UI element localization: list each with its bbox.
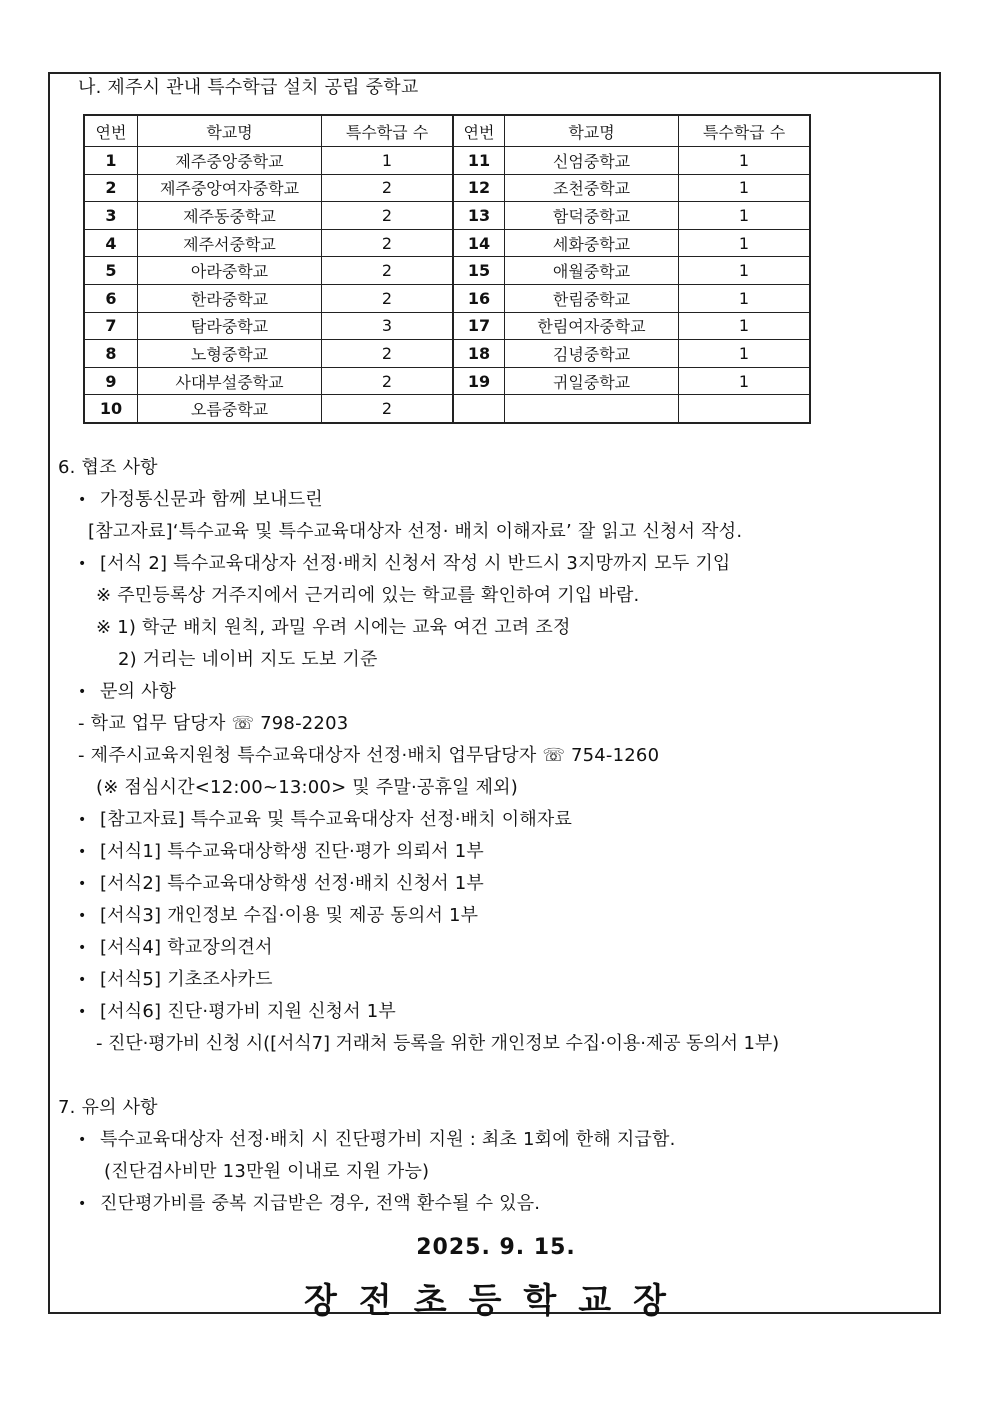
table-row (84, 257, 810, 285)
cell-count: 1 (322, 147, 454, 175)
signer-name: 장전초등학교장 (304, 1281, 688, 1321)
header-count-1: 특수학급 수 (322, 115, 454, 147)
cell-school: 함덕중학교 (505, 202, 679, 230)
cell-school: 노형중학교 (138, 340, 322, 368)
bullet-icon: • (78, 1196, 87, 1212)
cell-no: 5 (84, 257, 138, 285)
cell-school: 탐라중학교 (138, 312, 322, 340)
list-item: • [서식5] 기초조사카드 (78, 969, 273, 990)
cell-count: 1 (679, 367, 811, 395)
header-school-1: 학교명 (138, 115, 322, 147)
list-item-continued: [참고자료]‘특수교육 및 특수교육대상자 선정· 배치 이해자료’ 잘 읽고 신청서 작성. (88, 521, 743, 542)
cell-no: 1 (84, 147, 138, 175)
table-header-row (84, 115, 810, 147)
list-item: • 특수교육대상자 선정·배치 시 진단평가비 지원 : 최초 1회에 한해 지급함. (78, 1129, 676, 1150)
cell-count: 1 (679, 174, 811, 202)
table-row (84, 340, 810, 368)
cell-school: 사대부설중학교 (138, 367, 322, 395)
table-row (84, 395, 810, 423)
cell-no: 12 (453, 174, 505, 202)
cell-count: 1 (679, 284, 811, 312)
cell-count (679, 395, 811, 423)
table-row (84, 174, 810, 202)
cell-count: 2 (322, 174, 454, 202)
sub-item: - 진단·평가비 신청 시([서식7] 거래처 등록을 위한 개인정보 수집·이용·제공 동의서 1부) (96, 1033, 780, 1054)
bullet-icon: • (78, 812, 87, 828)
cell-no: 17 (453, 312, 505, 340)
header-no-2: 연번 (453, 115, 505, 147)
note-line: 2) 거리는 네이버 지도 도보 기준 (118, 649, 378, 670)
cell-no: 3 (84, 202, 138, 230)
cell-school: 귀일중학교 (505, 367, 679, 395)
cell-count: 1 (679, 340, 811, 368)
table-row (84, 284, 810, 312)
cell-no: 16 (453, 284, 505, 312)
cell-no: 6 (84, 284, 138, 312)
cell-no (453, 395, 505, 423)
cell-school: 한라중학교 (138, 284, 322, 312)
cell-no: 2 (84, 174, 138, 202)
cell-school: 제주중앙중학교 (138, 147, 322, 175)
list-item: • 가정통신문과 함께 보내드린 (78, 489, 323, 510)
cell-school (505, 395, 679, 423)
cell-count: 1 (679, 257, 811, 285)
cell-no: 9 (84, 367, 138, 395)
table-body (84, 147, 810, 423)
cell-count: 1 (679, 202, 811, 230)
cell-count: 2 (322, 284, 454, 312)
header-school-2: 학교명 (505, 115, 679, 147)
school-table (83, 114, 811, 424)
cell-school: 애월중학교 (505, 257, 679, 285)
table-row (84, 202, 810, 230)
bullet-icon: • (78, 684, 87, 700)
cell-no: 14 (453, 229, 505, 257)
list-item: • [서식6] 진단·평가비 지원 신청서 1부 (78, 1001, 397, 1022)
cell-school: 오름중학교 (138, 395, 322, 423)
note-line: (진단검사비만 13만원 이내로 지원 가능) (104, 1161, 430, 1182)
bullet-icon: • (78, 940, 87, 956)
cell-count: 2 (322, 202, 454, 230)
bullet-icon: • (78, 844, 87, 860)
cell-school: 한림중학교 (505, 284, 679, 312)
table-row (84, 367, 810, 395)
cell-no: 7 (84, 312, 138, 340)
cell-school: 세화중학교 (505, 229, 679, 257)
table-row (84, 312, 810, 340)
bullet-icon: • (78, 1004, 87, 1020)
header-no-1: 연번 (84, 115, 138, 147)
contact-line: - 제주시교육지원청 특수교육대상자 선정·배치 업무담당자 ☏ 754-1260 (78, 745, 660, 766)
heading-na: 나. 제주시 관내 특수학급 설치 공립 중학교 (78, 77, 419, 98)
bullet-icon: • (78, 1132, 87, 1148)
list-item: • [참고자료] 특수교육 및 특수교육대상자 선정·배치 이해자료 (78, 809, 573, 830)
contact-line: - 학교 업무 담당자 ☏ 798-2203 (78, 713, 349, 734)
cell-count: 2 (322, 257, 454, 285)
list-item: • [서식 2] 특수교육대상자 선정·배치 신청서 작성 시 반드시 3지망까지 모두 기입 (78, 553, 731, 574)
cell-no: 18 (453, 340, 505, 368)
cell-school: 신엄중학교 (505, 147, 679, 175)
cell-count: 1 (679, 229, 811, 257)
cell-school: 조천중학교 (505, 174, 679, 202)
bullet-icon: • (78, 492, 87, 508)
note-line: ※ 1) 학군 배치 원칙, 과밀 우려 시에는 교육 여건 고려 조정 (96, 617, 571, 638)
list-item: • [서식3] 개인정보 수집·이용 및 제공 동의서 1부 (78, 905, 479, 926)
cell-count: 2 (322, 367, 454, 395)
list-item: • [서식4] 학교장의견서 (78, 937, 273, 958)
section6-title: 6. 협조 사항 (58, 457, 158, 478)
cell-no: 4 (84, 229, 138, 257)
cell-school: 제주중앙여자중학교 (138, 174, 322, 202)
list-item: • [서식1] 특수교육대상학생 진단·평가 의뢰서 1부 (78, 841, 484, 862)
cell-no: 13 (453, 202, 505, 230)
cell-count: 1 (679, 147, 811, 175)
note-line: (※ 점심시간<12:00~13:00> 및 주말·공휴일 제외) (96, 777, 518, 798)
table-row (84, 147, 810, 175)
cell-count: 2 (322, 340, 454, 368)
cell-no: 19 (453, 367, 505, 395)
cell-count: 1 (679, 312, 811, 340)
cell-count: 2 (322, 395, 454, 423)
document-date: 2025. 9. 15. (416, 1235, 576, 1260)
cell-count: 3 (322, 312, 454, 340)
section7-title: 7. 유의 사항 (58, 1097, 158, 1118)
cell-no: 10 (84, 395, 138, 423)
cell-count: 2 (322, 229, 454, 257)
cell-school: 김녕중학교 (505, 340, 679, 368)
list-item: • [서식2] 특수교육대상학생 선정·배치 신청서 1부 (78, 873, 484, 894)
cell-school: 한림여자중학교 (505, 312, 679, 340)
bullet-icon: • (78, 972, 87, 988)
cell-no: 8 (84, 340, 138, 368)
list-item: • 진단평가비를 중복 지급받은 경우, 전액 환수될 수 있음. (78, 1193, 541, 1214)
table-row (84, 229, 810, 257)
cell-school: 아라중학교 (138, 257, 322, 285)
bullet-icon: • (78, 556, 87, 572)
cell-no: 15 (453, 257, 505, 285)
cell-school: 제주동중학교 (138, 202, 322, 230)
bullet-icon: • (78, 876, 87, 892)
cell-no: 11 (453, 147, 505, 175)
note-line: ※ 주민등록상 거주지에서 근거리에 있는 학교를 확인하여 기입 바람. (96, 585, 640, 606)
cell-school: 제주서중학교 (138, 229, 322, 257)
list-item: • 문의 사항 (78, 681, 177, 702)
bullet-icon: • (78, 908, 87, 924)
header-count-2: 특수학급 수 (679, 115, 811, 147)
